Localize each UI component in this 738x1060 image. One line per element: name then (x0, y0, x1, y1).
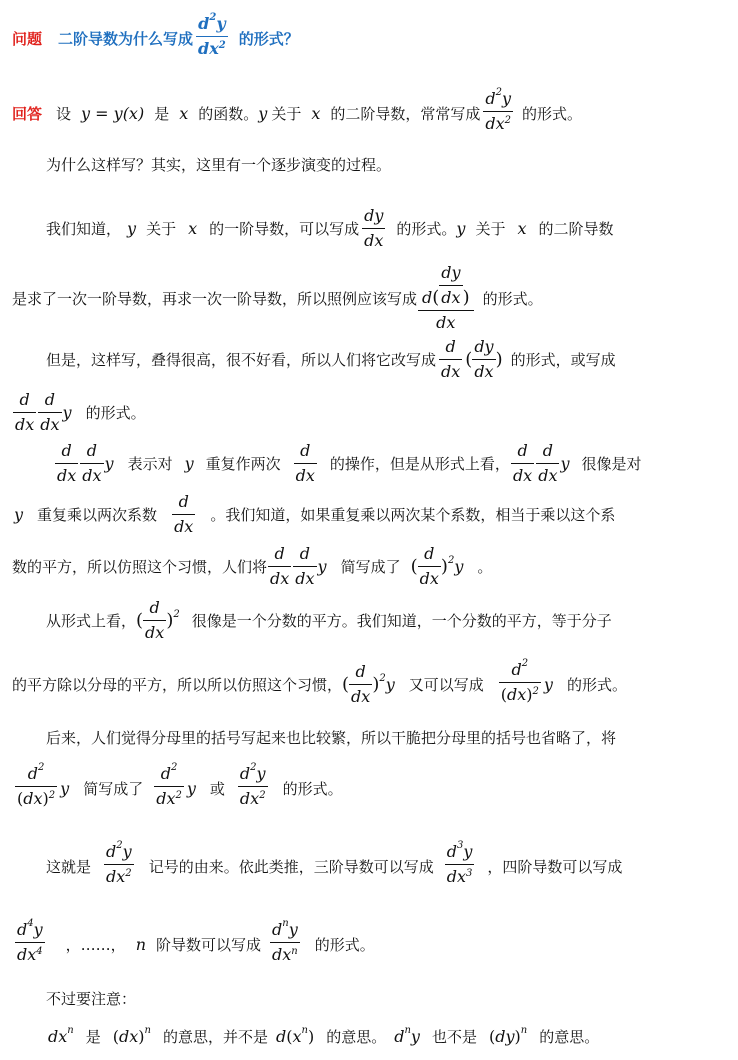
formula-d3y-dx3: d $^3$ y $dx^3$ (445, 842, 475, 890)
text: 表示对 (127, 454, 173, 473)
text: ，……， (65, 935, 126, 954)
math-n: n (135, 934, 146, 954)
formula-d-dx: $\frac{d}{dx}$ (295, 440, 315, 485)
formula-dny-dxn: d $^n$ y $dx^n$ (270, 920, 300, 968)
text: 阶导数可以写成 (156, 935, 262, 954)
math-paren-dy-n: ( dy ) $^n$ (488, 1024, 528, 1046)
text: 重复作两次 (205, 454, 281, 473)
math-dx-n: dx $^n$ (48, 1024, 74, 1046)
formula-d-dx-of-dy-dx: $\frac{d}{dx}$ ( $\frac{dy}{dx}$ ) (441, 336, 503, 381)
formula-d-dx-squared-y: ( $\frac{d}{dx}$ ) $^2$ y (342, 661, 395, 706)
text: 的形式。 (522, 104, 583, 123)
question-label: 问题 (12, 29, 43, 48)
answer-line-15 (12, 916, 375, 972)
answer-line-11 (12, 656, 627, 712)
question-text: 二阶导数为什么写成 (58, 29, 194, 48)
answer-line-2 (46, 152, 391, 176)
formula-d-dx: $\frac{d}{dx}$ (174, 491, 194, 536)
text: 很像是对 (581, 454, 642, 473)
formula-d-dx-d-dx-y: $\frac{d}{dx}$ $\frac{d}{dx}$ y (15, 389, 72, 434)
answer-line-7 (54, 437, 642, 489)
text: 或 (209, 779, 225, 798)
math-paren-dx-n: ( dx ) $^n$ (112, 1024, 151, 1046)
answer-line-9 (12, 540, 492, 592)
math-d-of-x-n: d ( x $^n$ ) (275, 1024, 315, 1046)
text: 的形式。 (566, 675, 627, 694)
answer-line-1 (12, 86, 582, 140)
text: 是 (154, 104, 170, 123)
math-x: x (179, 103, 189, 123)
question-suffix: 的形式？ (238, 29, 299, 48)
text: 我们知道， (46, 219, 122, 238)
answer-line-17 (48, 1022, 599, 1050)
answer-line-8 (14, 488, 615, 540)
answer-line-6 (12, 386, 146, 438)
text: 但是，这样写，叠得很高，很不好看，所以人们将它改写成 (46, 350, 437, 369)
math-y: y (456, 218, 466, 238)
math-y: y (14, 504, 24, 524)
text: 的操作，但是从形式上看， (329, 454, 510, 473)
math-x: x (517, 218, 527, 238)
text: 的二阶导数，常常写成 (330, 104, 481, 123)
formula-d2-over-paren-dx-squared-y: d $^2$ (dx)$^2$ y (12, 764, 69, 812)
text: 数的平方，所以仿照这个习惯，人们将 (12, 557, 268, 576)
text: 简写成了 (340, 557, 401, 576)
formula-d-dx-squared: ( $\frac{d}{dx}$ ) $^2$ (136, 597, 180, 642)
text: 的形式。 (396, 219, 457, 238)
answer-label: 回答 (12, 104, 43, 123)
text: 的形式。 (314, 935, 375, 954)
math-y: y (258, 103, 268, 123)
text: 的意思。 (539, 1027, 600, 1046)
math-y: y (127, 218, 137, 238)
math-x: x (311, 103, 321, 123)
formula-d2y-dx2: d $^2$ y $dx^2$ (104, 842, 134, 890)
formula-d-of-dy-dx-over-dx: d ( $\frac{dy}{dx}$ ) dx (420, 263, 472, 333)
text: 的形式。 (482, 289, 543, 308)
text: 是 (85, 1027, 101, 1046)
text: 的函数。 (198, 104, 259, 123)
text: 的形式。 (282, 779, 343, 798)
second-derivative-formula: d $^2$ y $dx^2$ (196, 14, 228, 62)
text: 这就是 (46, 857, 92, 876)
text: 从形式上看， (46, 611, 137, 630)
answer-line-4 (12, 260, 543, 336)
text: 的意思。 (326, 1027, 387, 1046)
text: 的形式。 (85, 403, 146, 422)
text: 的形式，或写成 (510, 350, 616, 369)
answer-line-14 (46, 838, 622, 894)
answer-line-10 (46, 594, 612, 646)
math-y-of-x: y = y(x) (81, 103, 145, 123)
text: 关于 (475, 219, 506, 238)
text: 后来，人们觉得分母里的括号写起来也比较繁，所以干脆把分母里的括号也省略了，将 (46, 728, 617, 747)
formula-d-dx-d-dx-y: $\frac{d}{dx}$ $\frac{d}{dx}$ y (512, 440, 570, 485)
text: 。 (477, 557, 493, 576)
math-y: y (184, 453, 194, 473)
text: 关于 (271, 104, 302, 123)
text: 的二阶导数 (538, 219, 614, 238)
formula-d2y-dx2: d $^2$ y $dx^2$ (483, 89, 513, 137)
text: 记号的由来。依此类推，三阶导数可以写成 (148, 857, 434, 876)
text: 设 (56, 104, 72, 123)
formula-d-dx-squared-y: ( $\frac{d}{dx}$ ) $^2$ y (410, 543, 464, 588)
question-line (12, 10, 299, 66)
text: 的平方除以分母的平方，所以所以仿照这个习惯， (12, 675, 343, 694)
text: 为什么这样写？其实，这里有一个逐步演变的过程。 (46, 155, 392, 174)
text: 重复乘以两次系数 (37, 505, 158, 524)
text: 的一阶导数，可以写成 (209, 219, 360, 238)
text: 简写成了 (83, 779, 144, 798)
formula-d2-over-paren-dx-squared-y: d $^2$ (dx)$^2$ y (496, 660, 553, 708)
text: 也不是 (431, 1027, 477, 1046)
formula-d2y-dx2: d $^2$ y $dx^2$ (238, 764, 268, 812)
text: ，四阶导数可以写成 (487, 857, 623, 876)
formula-d-dx-d-dx-y: $\frac{d}{dx}$ $\frac{d}{dx}$ y (270, 543, 327, 588)
math-x: x (188, 218, 198, 238)
answer-line-3 (46, 202, 614, 254)
answer-line-16 (46, 986, 136, 1010)
text: 。我们知道，如果重复乘以两次某个系数，相当于乘以这个系 (210, 505, 616, 524)
text: 很像是一个分数的平方。我们知道，一个分数的平方，等于分子 (191, 611, 612, 630)
text: 又可以写成 (408, 675, 484, 694)
math-dn-y: d $^n$ y (394, 1024, 420, 1046)
text: 不过要注意： (46, 989, 137, 1008)
answer-line-13 (12, 760, 343, 816)
formula-d-dx-d-dx-y: $\frac{d}{dx}$ $\frac{d}{dx}$ y (57, 440, 114, 485)
formula-d2-over-dx2-y: d $^2$ $dx^2$ y (151, 764, 196, 812)
answer-line-12 (46, 725, 616, 749)
formula-d4y-dx4: d $^4$ y $dx^4$ (15, 920, 45, 968)
formula-dy-dx: $\frac{dy}{dx}$ (364, 205, 384, 250)
text: 关于 (146, 219, 177, 238)
answer-line-5 (46, 333, 616, 385)
text: 是求了一次一阶导数，再求一次一阶导数，所以照例应该写成 (12, 289, 418, 308)
text: 的意思，并不是 (162, 1027, 268, 1046)
